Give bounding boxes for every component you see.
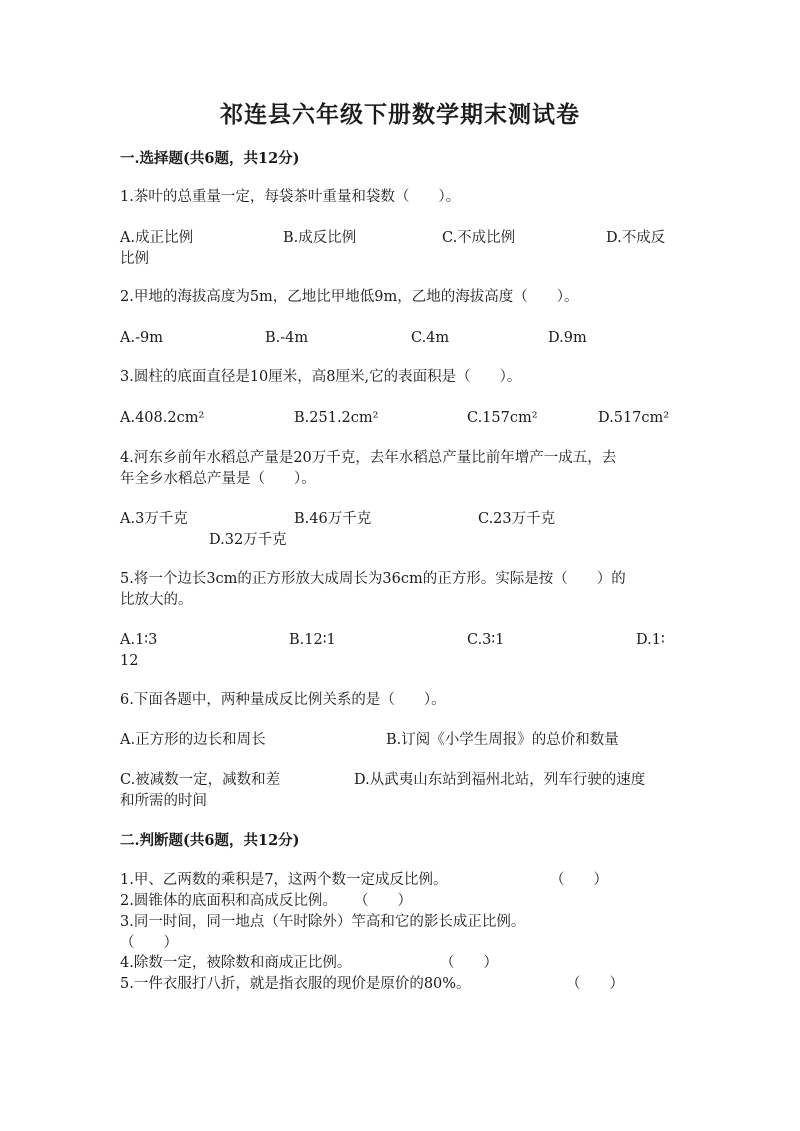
question-1-option-b[interactable]: B.成反比例: [283, 230, 357, 246]
question-2-option-d[interactable]: D.9m: [548, 330, 587, 346]
question-4-stem-line2: 年全乡水稻总产量是（ ）。: [120, 471, 316, 487]
question-5-option-c[interactable]: C.3∶1: [467, 632, 505, 648]
question-3-option-c[interactable]: C.157cm²: [467, 410, 538, 426]
question-6-option-c[interactable]: C.被减数一定，减数和差: [120, 772, 281, 788]
question-2-stem: 2.甲地的海拔高度为5m，乙地比甲地低9m，乙地的海拔高度（ ）。: [120, 289, 579, 305]
judgment-item-2-text: 2.圆锥体的底面积和高成反比例。: [120, 893, 337, 909]
question-2-option-b[interactable]: B.-4m: [265, 330, 309, 346]
judgment-item-4-text: 4.除数一定，被除数和商成正比例。: [120, 955, 352, 971]
question-1-option-d-wrap: 比例: [120, 251, 149, 267]
question-6-option-d-wrap: 和所需的时间: [120, 793, 207, 809]
judgment-item-5-answer[interactable]: （ ）: [566, 976, 624, 992]
question-4-stem-line1: 4.河东乡前年水稻总产量是20万千克，去年水稻总产量比前年增产一成五，去: [120, 450, 617, 466]
question-4-option-a[interactable]: A.3万千克: [120, 511, 188, 527]
judgment-item-3-answer[interactable]: （ ）: [120, 935, 178, 951]
question-6-option-b[interactable]: B.订阅《小学生周报》的总价和数量: [386, 732, 619, 748]
judgment-item-3-text: 3.同一时间，同一地点（午时除外）竿高和它的影长成正比例。: [120, 914, 526, 930]
question-5-option-d-wrap: 12: [120, 653, 139, 669]
question-6-option-d[interactable]: D.从武夷山东站到福州北站，列车行驶的速度: [354, 772, 646, 788]
question-1-option-a[interactable]: A.成正比例: [120, 230, 194, 246]
section-heading-choice: 一.选择题(共6题，共12分): [120, 150, 300, 167]
judgment-item-5-text: 5.一件衣服打八折，就是指衣服的现价是原价的80%。: [120, 976, 471, 992]
question-3-option-a[interactable]: A.408.2cm²: [120, 410, 205, 426]
question-6-option-a[interactable]: A.正方形的边长和周长: [120, 732, 266, 748]
question-6-stem: 6.下面各题中，两种量成反比例关系的是（ ）。: [120, 692, 446, 708]
question-1-stem: 1.茶叶的总重量一定，每袋茶叶重量和袋数（ ）。: [120, 189, 461, 205]
judgment-item-4-answer[interactable]: （ ）: [440, 955, 498, 971]
question-5-stem-line1: 5.将一个边长3cm的正方形放大成周长为36cm的正方形。实际是按（ ）的: [120, 571, 626, 587]
question-3-option-b[interactable]: B.251.2cm²: [294, 410, 379, 426]
question-2-option-a[interactable]: A.-9m: [120, 330, 163, 346]
judgment-item-1-answer[interactable]: （ ）: [550, 872, 608, 888]
question-3-option-d[interactable]: D.517cm²: [598, 410, 670, 426]
judgment-item-1-text: 1.甲、乙两数的乘积是7，这两个数一定成反比例。: [120, 872, 448, 888]
judgment-item-2-answer[interactable]: （ ）: [354, 893, 412, 909]
question-5-option-a[interactable]: A.1∶3: [120, 632, 158, 648]
question-5-option-d[interactable]: D.1∶: [636, 632, 665, 648]
section-heading-judgment: 二.判断题(共6题，共12分): [120, 832, 300, 849]
question-2-option-c[interactable]: C.4m: [411, 330, 450, 346]
question-5-option-b[interactable]: B.12∶1: [289, 632, 336, 648]
question-1-option-c[interactable]: C.不成比例: [442, 230, 516, 246]
question-4-option-c[interactable]: C.23万千克: [478, 511, 556, 527]
question-1-option-d[interactable]: D.不成反: [606, 230, 666, 246]
question-4-option-d[interactable]: D.32万千克: [209, 532, 287, 548]
page-title: 祁连县六年级下册数学期末测试卷: [220, 101, 580, 128]
question-5-stem-line2: 比放大的。: [120, 592, 193, 608]
question-3-stem: 3.圆柱的底面直径是10厘米，高8厘米,它的表面积是（ ）。: [120, 369, 522, 385]
question-4-option-b[interactable]: B.46万千克: [294, 511, 372, 527]
